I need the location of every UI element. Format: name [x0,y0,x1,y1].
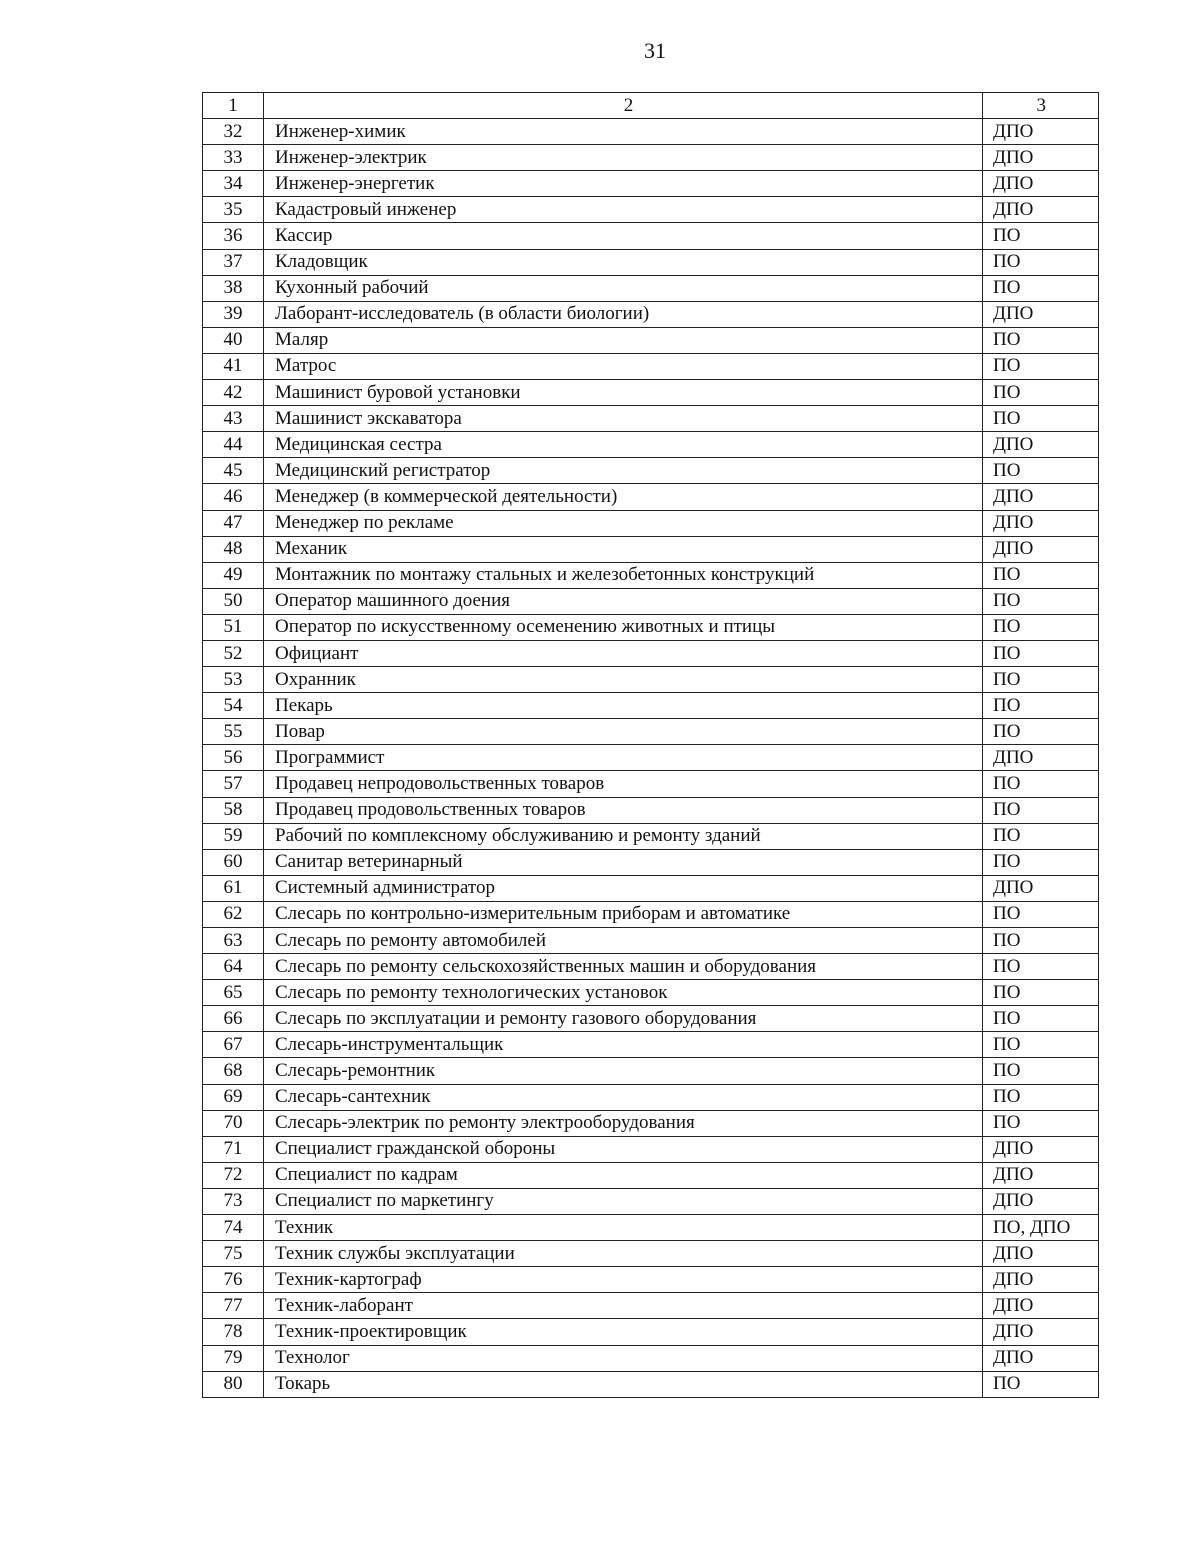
row-number-cell: 38 [203,275,264,301]
row-profession-cell: Менеджер по рекламе [264,510,983,536]
table-row [203,275,1099,301]
row-number-cell: 56 [203,745,264,771]
row-profession-cell: Слесарь-электрик по ремонту электрооборудования [264,1110,983,1136]
row-profession-cell: Лаборант-исследователь (в области биологии) [264,301,983,327]
row-education-type-cell: ДПО [983,1136,1099,1162]
row-number-cell: 55 [203,719,264,745]
row-education-type-cell: ДПО [983,536,1099,562]
row-profession-cell: Техник-проектировщик [264,1319,983,1345]
table-row [203,1267,1099,1293]
row-number-cell: 32 [203,119,264,145]
table-row [203,954,1099,980]
row-number-cell: 74 [203,1215,264,1241]
row-education-type-cell: ПО [983,275,1099,301]
row-number-cell: 66 [203,1006,264,1032]
row-education-type-cell: ДПО [983,145,1099,171]
row-profession-cell: Техник [264,1215,983,1241]
row-profession-cell: Матрос [264,353,983,379]
row-number-cell: 76 [203,1267,264,1293]
row-profession-cell: Слесарь по ремонту сельскохозяйственных машин и оборудования [264,954,983,980]
row-profession-cell: Слесарь по ремонту технологических установок [264,980,983,1006]
row-profession-cell: Специалист по кадрам [264,1162,983,1188]
table-row [203,536,1099,562]
table-row [203,588,1099,614]
row-profession-cell: Машинист экскаватора [264,406,983,432]
row-profession-cell: Машинист буровой установки [264,380,983,406]
row-number-cell: 54 [203,693,264,719]
row-education-type-cell: ПО [983,353,1099,379]
row-education-type-cell: ПО [983,719,1099,745]
row-number-cell: 75 [203,1241,264,1267]
row-profession-cell: Программист [264,745,983,771]
table-row [203,1006,1099,1032]
table-row [203,353,1099,379]
row-profession-cell: Инженер-электрик [264,145,983,171]
row-profession-cell: Продавец продовольственных товаров [264,797,983,823]
header-cell-type: 3 [983,93,1099,119]
row-education-type-cell: ПО [983,223,1099,249]
row-education-type-cell: ПО [983,1058,1099,1084]
row-profession-cell: Оператор машинного доения [264,588,983,614]
row-education-type-cell: ДПО [983,1241,1099,1267]
row-number-cell: 45 [203,458,264,484]
row-education-type-cell: ПО [983,640,1099,666]
row-number-cell: 58 [203,797,264,823]
table-row [203,849,1099,875]
row-profession-cell: Специалист гражданской обороны [264,1136,983,1162]
row-profession-cell: Кассир [264,223,983,249]
row-education-type-cell: ПО [983,406,1099,432]
row-profession-cell: Слесарь-ремонтник [264,1058,983,1084]
row-number-cell: 61 [203,875,264,901]
table-row [203,1345,1099,1371]
row-number-cell: 80 [203,1371,264,1397]
row-number-cell: 42 [203,380,264,406]
table-row [203,119,1099,145]
row-number-cell: 79 [203,1345,264,1371]
row-education-type-cell: ПО [983,327,1099,353]
table-row [203,1136,1099,1162]
row-profession-cell: Слесарь-инструментальщик [264,1032,983,1058]
row-profession-cell: Слесарь по ремонту автомобилей [264,928,983,954]
table-row [203,614,1099,640]
row-profession-cell: Техник службы эксплуатации [264,1241,983,1267]
row-number-cell: 69 [203,1084,264,1110]
row-profession-cell: Инженер-химик [264,119,983,145]
table-row [203,1032,1099,1058]
table-row [203,197,1099,223]
table-row [203,980,1099,1006]
table-row [203,797,1099,823]
table-body [203,93,1099,1398]
row-profession-cell: Механик [264,536,983,562]
row-education-type-cell: ДПО [983,301,1099,327]
row-education-type-cell: ПО [983,771,1099,797]
table-row [203,823,1099,849]
row-number-cell: 51 [203,614,264,640]
row-education-type-cell: ПО [983,614,1099,640]
row-profession-cell: Медицинский регистратор [264,458,983,484]
row-number-cell: 34 [203,171,264,197]
row-education-type-cell: ДПО [983,510,1099,536]
table-row [203,484,1099,510]
row-profession-cell: Кухонный рабочий [264,275,983,301]
row-profession-cell: Техник-картограф [264,1267,983,1293]
row-number-cell: 57 [203,771,264,797]
table-row [203,1241,1099,1267]
row-number-cell: 36 [203,223,264,249]
professions-table [202,92,1099,1398]
row-education-type-cell: ПО [983,667,1099,693]
table-row [203,249,1099,275]
table-row [203,640,1099,666]
row-education-type-cell: ПО [983,901,1099,927]
row-education-type-cell: ДПО [983,1293,1099,1319]
row-education-type-cell: ПО [983,1084,1099,1110]
table-row [203,1293,1099,1319]
row-education-type-cell: ПО [983,693,1099,719]
row-education-type-cell: ДПО [983,432,1099,458]
table-row [203,1162,1099,1188]
row-number-cell: 37 [203,249,264,275]
row-number-cell: 71 [203,1136,264,1162]
row-profession-cell: Менеджер (в коммерческой деятельности) [264,484,983,510]
table-row [203,171,1099,197]
table-row [203,1319,1099,1345]
row-profession-cell: Пекарь [264,693,983,719]
row-number-cell: 60 [203,849,264,875]
row-number-cell: 64 [203,954,264,980]
row-number-cell: 49 [203,562,264,588]
row-education-type-cell: ДПО [983,745,1099,771]
row-number-cell: 65 [203,980,264,1006]
table-row [203,432,1099,458]
row-number-cell: 47 [203,510,264,536]
row-profession-cell: Повар [264,719,983,745]
row-profession-cell: Кладовщик [264,249,983,275]
row-profession-cell: Маляр [264,327,983,353]
page-number: 31 [644,38,666,63]
row-number-cell: 70 [203,1110,264,1136]
row-education-type-cell: ПО [983,380,1099,406]
row-profession-cell: Специалист по маркетингу [264,1188,983,1214]
table-row [203,510,1099,536]
row-education-type-cell: ПО [983,980,1099,1006]
row-profession-cell: Технолог [264,1345,983,1371]
row-profession-cell: Слесарь-сантехник [264,1084,983,1110]
row-number-cell: 33 [203,145,264,171]
row-profession-cell: Монтажник по монтажу стальных и железобетонных конструкций [264,562,983,588]
row-education-type-cell: ДПО [983,171,1099,197]
row-education-type-cell: ПО [983,249,1099,275]
table-row [203,301,1099,327]
row-number-cell: 44 [203,432,264,458]
table-row [203,1371,1099,1397]
row-number-cell: 40 [203,327,264,353]
row-number-cell: 59 [203,823,264,849]
row-education-type-cell: ПО [983,928,1099,954]
row-profession-cell: Кадастровый инженер [264,197,983,223]
row-number-cell: 77 [203,1293,264,1319]
table-row [203,1188,1099,1214]
row-education-type-cell: ПО [983,562,1099,588]
table-row [203,745,1099,771]
table-row [203,1110,1099,1136]
row-profession-cell: Медицинская сестра [264,432,983,458]
row-profession-cell: Инженер-энергетик [264,171,983,197]
header-cell-name: 2 [264,93,983,119]
row-education-type-cell: ДПО [983,197,1099,223]
header-cell-number: 1 [203,93,264,119]
row-number-cell: 41 [203,353,264,379]
row-education-type-cell: ПО [983,1006,1099,1032]
row-number-cell: 73 [203,1188,264,1214]
row-number-cell: 35 [203,197,264,223]
table-row [203,693,1099,719]
table-row [203,145,1099,171]
row-education-type-cell: ПО [983,458,1099,484]
row-profession-cell: Официант [264,640,983,666]
table-row [203,1215,1099,1241]
row-education-type-cell: ПО [983,823,1099,849]
row-education-type-cell: ДПО [983,1267,1099,1293]
table-row [203,719,1099,745]
row-education-type-cell: ДПО [983,875,1099,901]
row-number-cell: 68 [203,1058,264,1084]
row-number-cell: 62 [203,901,264,927]
table-row [203,771,1099,797]
table-row [203,380,1099,406]
row-number-cell: 72 [203,1162,264,1188]
row-profession-cell: Системный администратор [264,875,983,901]
row-profession-cell: Санитар ветеринарный [264,849,983,875]
table-row [203,1058,1099,1084]
row-profession-cell: Продавец непродовольственных товаров [264,771,983,797]
row-education-type-cell: ДПО [983,1345,1099,1371]
row-education-type-cell: ПО [983,954,1099,980]
table-row [203,875,1099,901]
table-row [203,928,1099,954]
row-profession-cell: Слесарь по эксплуатации и ремонту газового оборудования [264,1006,983,1032]
row-education-type-cell: ДПО [983,119,1099,145]
row-education-type-cell: ПО [983,797,1099,823]
row-number-cell: 63 [203,928,264,954]
row-number-cell: 67 [203,1032,264,1058]
row-education-type-cell: ПО [983,1110,1099,1136]
table-row [203,562,1099,588]
table-row [203,1084,1099,1110]
row-profession-cell: Рабочий по комплексному обслуживанию и ремонту зданий [264,823,983,849]
row-number-cell: 48 [203,536,264,562]
row-profession-cell: Оператор по искусственному осеменению животных и птицы [264,614,983,640]
table-row [203,458,1099,484]
row-number-cell: 53 [203,667,264,693]
row-number-cell: 39 [203,301,264,327]
row-profession-cell: Слесарь по контрольно-измерительным приборам и автоматике [264,901,983,927]
row-education-type-cell: ДПО [983,484,1099,510]
row-education-type-cell: ПО, ДПО [983,1215,1099,1241]
row-education-type-cell: ПО [983,1371,1099,1397]
row-profession-cell: Токарь [264,1371,983,1397]
row-education-type-cell: ДПО [983,1319,1099,1345]
table-row [203,901,1099,927]
table-header-row [203,93,1099,119]
row-number-cell: 50 [203,588,264,614]
row-education-type-cell: ПО [983,588,1099,614]
row-number-cell: 52 [203,640,264,666]
row-profession-cell: Охранник [264,667,983,693]
table-row [203,667,1099,693]
row-education-type-cell: ПО [983,849,1099,875]
row-number-cell: 43 [203,406,264,432]
row-education-type-cell: ПО [983,1032,1099,1058]
row-number-cell: 78 [203,1319,264,1345]
table-row [203,406,1099,432]
row-profession-cell: Техник-лаборант [264,1293,983,1319]
row-number-cell: 46 [203,484,264,510]
table-row [203,223,1099,249]
row-education-type-cell: ДПО [983,1188,1099,1214]
row-education-type-cell: ДПО [983,1162,1099,1188]
table-row [203,327,1099,353]
